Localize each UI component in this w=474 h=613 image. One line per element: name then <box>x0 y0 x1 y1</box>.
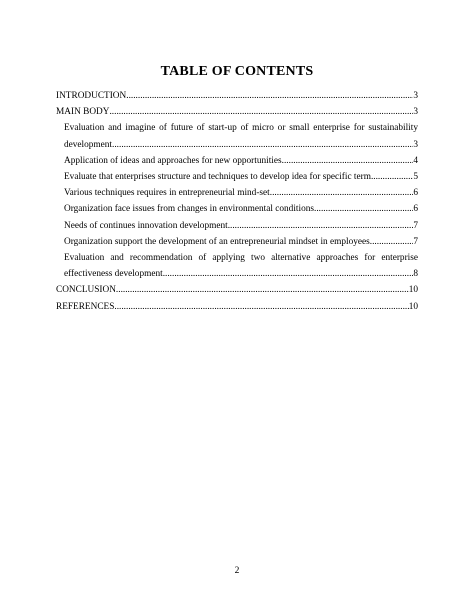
toc-leader-dots <box>116 282 409 298</box>
toc-entry-label-line1: Evaluation and imagine of future of start-up of micro or small enterprise for sustainability <box>64 123 418 134</box>
toc-entry-page: 5 <box>413 172 418 183</box>
toc-entry-page: 6 <box>413 188 418 199</box>
toc-entry-label: Evaluate that enterprises structure and techniques to develop idea for specific term <box>64 172 371 183</box>
toc-entry-label-line1: Evaluation and recommendation of applying two alternative approaches for enterprise <box>64 253 418 264</box>
toc-leader-dots <box>282 153 414 169</box>
toc-entry-evaluation-future-startup[interactable] <box>56 120 418 152</box>
toc-entry-enterprise-structure[interactable] <box>56 169 418 185</box>
toc-entry-label: Organization face issues from changes in environmental conditions <box>64 204 314 215</box>
toc-entry-organization-support[interactable] <box>56 234 418 250</box>
toc-entry-various-techniques[interactable] <box>56 185 418 201</box>
toc-leader-dots <box>114 299 408 315</box>
toc-leader-dots <box>314 201 413 217</box>
toc-leader-dots <box>126 88 413 104</box>
toc-leader-dots <box>228 218 414 234</box>
toc-entry-organization-issues[interactable] <box>56 201 418 217</box>
toc-entry-application-of-ideas[interactable] <box>56 153 418 169</box>
toc-entry-introduction[interactable] <box>56 88 418 104</box>
toc-entry-main-body[interactable] <box>56 104 418 120</box>
toc-leader-dots <box>163 266 414 282</box>
toc-entry-page: 4 <box>413 155 418 166</box>
toc-entry-page: 10 <box>408 301 418 312</box>
footer-page-number: 2 <box>234 566 240 576</box>
toc-entry-label: MAIN BODY <box>56 107 110 118</box>
toc-entry-page: 6 <box>413 204 418 215</box>
toc-entry-label: CONCLUSION <box>56 285 116 296</box>
table-of-contents <box>56 88 418 315</box>
toc-entry-page: 7 <box>413 236 418 247</box>
toc-entry-innovation-development[interactable] <box>56 218 418 234</box>
toc-entry-label: Needs of continues innovation development <box>64 220 228 231</box>
toc-entry-label: development <box>64 139 113 150</box>
toc-entry-references[interactable] <box>56 299 418 315</box>
toc-entry-label: Various techniques requires in entrepreneurial mind-set <box>64 188 270 199</box>
toc-entry-label: INTRODUCTION <box>56 91 127 101</box>
toc-entry-page: 3 <box>413 107 418 118</box>
toc-leader-dots <box>109 104 413 120</box>
toc-entry-evaluation-recommendation[interactable] <box>56 250 418 282</box>
toc-entry-page: 8 <box>413 269 418 280</box>
toc-entry-page: 7 <box>413 220 418 231</box>
toc-entry-conclusion[interactable] <box>56 282 418 298</box>
toc-entry-label: REFERENCES <box>56 301 115 312</box>
toc-entry-page: 10 <box>408 285 418 296</box>
toc-entry-page: 3 <box>413 91 418 101</box>
toc-entry-page: 3 <box>413 139 418 150</box>
toc-leader-dots <box>370 234 414 250</box>
toc-leader-dots <box>112 137 413 153</box>
toc-leader-dots <box>371 169 413 185</box>
toc-entry-label: Application of ideas and approaches for new opportunities <box>64 155 282 166</box>
toc-entry-label: effectiveness development <box>64 269 163 280</box>
toc-entry-label: Organization support the development of an entrepreneurial mindset in employees <box>64 236 370 247</box>
toc-title: TABLE OF CONTENTS <box>160 64 314 79</box>
toc-leader-dots <box>270 185 414 201</box>
